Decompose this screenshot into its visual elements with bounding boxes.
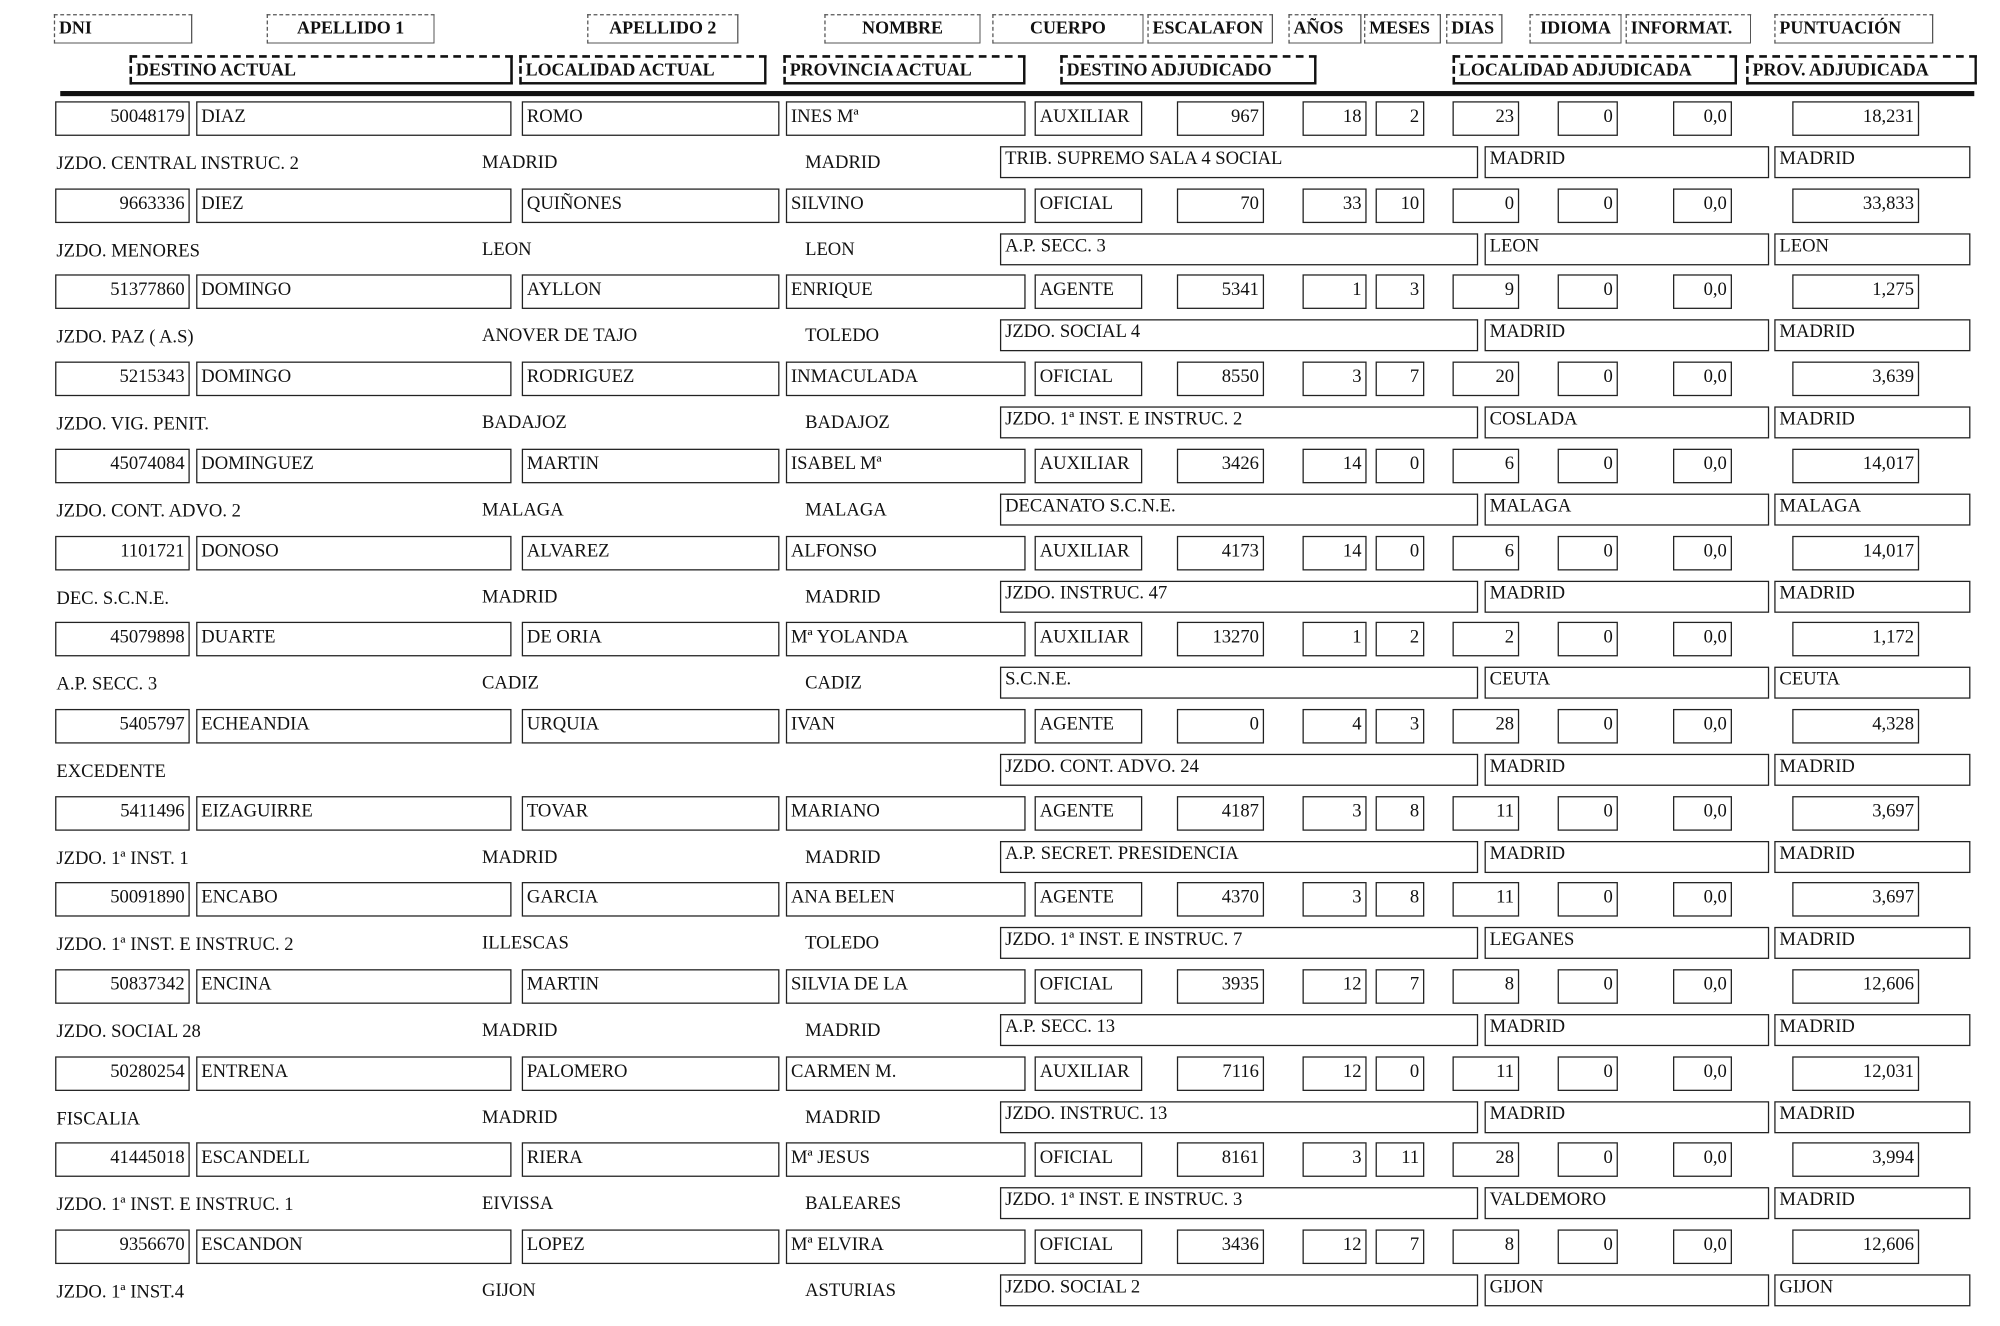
field-dni: 50837342 <box>55 969 190 1004</box>
field-destino-adjudicado: JZDO. 1ª INST. E INSTRUC. 2 <box>1000 407 1478 439</box>
field-nombre: INES Mª <box>786 101 1026 136</box>
field-ap1: ESCANDON <box>196 1230 511 1265</box>
header-puntuacion: PUNTUACIÓN <box>1774 14 1933 43</box>
field-destino-actual: JZDO. 1ª INST. E INSTRUC. 1 <box>56 1195 294 1216</box>
header-apellido-2: APELLIDO 2 <box>587 14 738 43</box>
field-prov-adjudicada: MADRID <box>1774 754 1970 786</box>
field-dni: 50048179 <box>55 101 190 136</box>
field-anos: 1 <box>1303 275 1367 310</box>
field-meses: 7 <box>1376 1230 1425 1265</box>
field-puntuacion: 14,017 <box>1792 448 1919 483</box>
field-informat: 0,0 <box>1673 101 1732 136</box>
field-prov-adjudicada: MADRID <box>1774 146 1970 178</box>
field-prov-adjudicada: MADRID <box>1774 840 1970 872</box>
field-nombre: INMACULADA <box>786 362 1026 397</box>
field-destino-actual: A.P. SECC. 3 <box>56 674 158 696</box>
field-destino-adjudicado: A.P. SECC. 13 <box>1000 1014 1478 1046</box>
field-dni: 5215343 <box>55 362 190 397</box>
field-puntuacion: 14,017 <box>1792 535 1919 570</box>
field-meses: 2 <box>1376 622 1425 657</box>
field-cuerpo: AGENTE <box>1035 275 1143 310</box>
field-cuerpo: OFICIAL <box>1035 362 1143 397</box>
field-anos: 3 <box>1303 1143 1367 1178</box>
field-idioma: 0 <box>1558 622 1618 657</box>
field-idioma: 0 <box>1558 1056 1618 1091</box>
field-destino-actual: JZDO. VIG. PENIT. <box>56 414 210 435</box>
field-destino-actual: DEC. S.C.N.E. <box>56 587 170 609</box>
field-puntuacion: 12,606 <box>1792 969 1919 1004</box>
field-escalafon: 5341 <box>1177 275 1264 310</box>
field-cuerpo: AGENTE <box>1035 796 1143 831</box>
field-puntuacion: 3,697 <box>1792 796 1919 831</box>
field-anos: 12 <box>1303 1056 1367 1091</box>
field-cuerpo: OFICIAL <box>1035 188 1143 223</box>
field-cuerpo: AUXILIAR <box>1035 622 1143 657</box>
field-destino-adjudicado: JZDO. SOCIAL 4 <box>1000 320 1478 352</box>
field-localidad-actual: MADRID <box>482 1107 558 1128</box>
field-informat: 0,0 <box>1673 535 1732 570</box>
header-dias: DIAS <box>1446 14 1502 43</box>
header-provincia-actual: PROVINCIA ACTUAL <box>783 55 1025 84</box>
field-localidad-actual: BADAJOZ <box>482 412 567 434</box>
field-dias: 20 <box>1453 362 1520 397</box>
field-localidad-adjudicada: LEGANES <box>1485 927 1770 959</box>
field-provincia-actual: TOLEDO <box>805 933 880 955</box>
header-cuerpo: CUERPO <box>992 14 1143 43</box>
header-anos: AÑOS <box>1288 14 1361 43</box>
field-anos: 14 <box>1303 535 1367 570</box>
field-idioma: 0 <box>1558 535 1618 570</box>
field-destino-actual: EXCEDENTE <box>56 761 166 782</box>
field-destino-adjudicado: S.C.N.E. <box>1000 667 1478 699</box>
field-dias: 28 <box>1453 1143 1520 1178</box>
field-escalafon: 967 <box>1177 101 1264 136</box>
field-dias: 6 <box>1453 448 1520 483</box>
field-prov-adjudicada: MADRID <box>1774 407 1970 439</box>
field-dni: 9356670 <box>55 1230 190 1265</box>
field-ap2: MARTIN <box>522 448 780 483</box>
field-dni: 5405797 <box>55 709 190 744</box>
field-puntuacion: 1,172 <box>1792 622 1919 657</box>
field-ap2: RODRIGUEZ <box>522 362 780 397</box>
field-provincia-actual: ASTURIAS <box>805 1280 896 1302</box>
field-escalafon: 70 <box>1177 188 1264 223</box>
field-dni: 9663336 <box>55 188 190 223</box>
field-escalafon: 3935 <box>1177 969 1264 1004</box>
field-escalafon: 4173 <box>1177 535 1264 570</box>
field-anos: 12 <box>1303 969 1367 1004</box>
field-puntuacion: 3,994 <box>1792 1143 1919 1178</box>
field-localidad-adjudicada: COSLADA <box>1485 407 1770 439</box>
field-prov-adjudicada: LEON <box>1774 233 1970 265</box>
field-localidad-actual: MADRID <box>482 152 558 174</box>
field-meses: 8 <box>1376 796 1425 831</box>
field-escalafon: 8161 <box>1177 1143 1264 1178</box>
field-meses: 0 <box>1376 448 1425 483</box>
field-dni: 5411496 <box>55 796 190 831</box>
field-anos: 33 <box>1303 188 1367 223</box>
field-ap1: DOMINGUEZ <box>196 448 511 483</box>
field-destino-actual: JZDO. CENTRAL INSTRUC. 2 <box>56 153 299 175</box>
field-ap2: TOVAR <box>522 796 780 831</box>
field-localidad-adjudicada: MALAGA <box>1485 493 1770 525</box>
field-escalafon: 13270 <box>1177 622 1264 657</box>
field-nombre: Mª JESUS <box>786 1143 1026 1178</box>
field-destino-adjudicado: JZDO. SOCIAL 2 <box>1000 1274 1478 1306</box>
field-ap1: DUARTE <box>196 622 511 657</box>
field-informat: 0,0 <box>1673 969 1732 1004</box>
field-anos: 1 <box>1303 622 1367 657</box>
field-destino-adjudicado: JZDO. INSTRUC. 47 <box>1000 580 1478 612</box>
field-ap2: AYLLON <box>522 275 780 310</box>
field-ap1: ECHEANDIA <box>196 709 511 744</box>
field-escalafon: 3436 <box>1177 1230 1264 1265</box>
field-provincia-actual: MADRID <box>805 1107 881 1128</box>
field-ap2: PALOMERO <box>522 1056 780 1091</box>
field-meses: 8 <box>1376 882 1425 917</box>
field-ap1: DIEZ <box>196 188 511 223</box>
field-puntuacion: 3,639 <box>1792 362 1919 397</box>
field-destino-adjudicado: JZDO. 1ª INST. E INSTRUC. 3 <box>1000 1188 1478 1220</box>
field-dni: 1101721 <box>55 535 190 570</box>
field-localidad-actual: MADRID <box>482 586 558 608</box>
field-destino-actual: JZDO. MENORES <box>56 240 200 262</box>
field-prov-adjudicada: MADRID <box>1774 1014 1970 1046</box>
field-puntuacion: 18,231 <box>1792 101 1919 136</box>
field-provincia-actual: MALAGA <box>805 499 887 521</box>
header-destino-adjudicado: DESTINO ADJUDICADO <box>1060 55 1316 84</box>
field-localidad-adjudicada: VALDEMORO <box>1485 1188 1770 1220</box>
field-puntuacion: 33,833 <box>1792 188 1919 223</box>
field-localidad-actual: MADRID <box>482 1020 558 1041</box>
field-idioma: 0 <box>1558 1143 1618 1178</box>
field-puntuacion: 12,606 <box>1792 1230 1919 1265</box>
field-escalafon: 4370 <box>1177 882 1264 917</box>
field-localidad-actual: LEON <box>482 239 532 260</box>
field-informat: 0,0 <box>1673 622 1732 657</box>
field-escalafon: 4187 <box>1177 796 1264 831</box>
field-ap1: DOMINGO <box>196 275 511 310</box>
field-idioma: 0 <box>1558 275 1618 310</box>
field-localidad-actual: EIVISSA <box>482 1194 554 1215</box>
field-dias: 28 <box>1453 709 1520 744</box>
field-meses: 3 <box>1376 709 1425 744</box>
field-ap1: ENTRENA <box>196 1056 511 1091</box>
field-prov-adjudicada: MADRID <box>1774 1101 1970 1133</box>
field-ap2: RIERA <box>522 1143 780 1178</box>
field-localidad-adjudicada: MADRID <box>1485 580 1770 612</box>
field-informat: 0,0 <box>1673 362 1732 397</box>
field-dias: 23 <box>1453 101 1520 136</box>
field-destino-adjudicado: A.P. SECC. 3 <box>1000 233 1478 265</box>
field-idioma: 0 <box>1558 188 1618 223</box>
field-nombre: SILVINO <box>786 188 1026 223</box>
field-localidad-actual: CADIZ <box>482 673 539 694</box>
field-dias: 11 <box>1453 796 1520 831</box>
field-dni: 50091890 <box>55 882 190 917</box>
field-prov-adjudicada: MADRID <box>1774 1188 1970 1220</box>
field-nombre: Mª YOLANDA <box>786 622 1026 657</box>
field-idioma: 0 <box>1558 969 1618 1004</box>
header-dni: DNI <box>54 14 192 43</box>
field-ap1: ENCINA <box>196 969 511 1004</box>
field-informat: 0,0 <box>1673 882 1732 917</box>
field-provincia-actual: MADRID <box>805 586 881 608</box>
field-ap1: DIAZ <box>196 101 511 136</box>
field-cuerpo: AGENTE <box>1035 882 1143 917</box>
field-nombre: ISABEL Mª <box>786 448 1026 483</box>
field-cuerpo: OFICIAL <box>1035 1230 1143 1265</box>
field-prov-adjudicada: MADRID <box>1774 580 1970 612</box>
field-nombre: SILVIA DE LA <box>786 969 1026 1004</box>
field-prov-adjudicada: MADRID <box>1774 927 1970 959</box>
field-dias: 8 <box>1453 969 1520 1004</box>
field-cuerpo: AUXILIAR <box>1035 535 1143 570</box>
field-destino-adjudicado: JZDO. INSTRUC. 13 <box>1000 1101 1478 1133</box>
field-ap1: ESCANDELL <box>196 1143 511 1178</box>
field-ap2: DE ORIA <box>522 622 780 657</box>
field-escalafon: 0 <box>1177 709 1264 744</box>
field-prov-adjudicada: MALAGA <box>1774 493 1970 525</box>
field-localidad-actual: ILLESCAS <box>482 933 569 955</box>
field-dias: 2 <box>1453 622 1520 657</box>
field-idioma: 0 <box>1558 882 1618 917</box>
field-anos: 3 <box>1303 796 1367 831</box>
field-nombre: Mª ELVIRA <box>786 1230 1026 1265</box>
field-localidad-adjudicada: LEON <box>1485 233 1770 265</box>
field-meses: 2 <box>1376 101 1425 136</box>
field-ap2: ALVAREZ <box>522 535 780 570</box>
field-ap2: GARCIA <box>522 882 780 917</box>
header-nombre: NOMBRE <box>824 14 980 43</box>
field-nombre: ENRIQUE <box>786 275 1026 310</box>
field-meses: 7 <box>1376 362 1425 397</box>
field-informat: 0,0 <box>1673 1230 1732 1265</box>
field-dias: 11 <box>1453 1056 1520 1091</box>
field-ap1: DOMINGO <box>196 362 511 397</box>
field-puntuacion: 1,275 <box>1792 275 1919 310</box>
field-idioma: 0 <box>1558 1230 1618 1265</box>
field-destino-actual: FISCALIA <box>56 1108 141 1130</box>
field-ap1: ENCABO <box>196 882 511 917</box>
field-cuerpo: OFICIAL <box>1035 969 1143 1004</box>
field-anos: 4 <box>1303 709 1367 744</box>
field-destino-actual: JZDO. PAZ ( A.S) <box>56 327 194 348</box>
field-ap2: ROMO <box>522 101 780 136</box>
field-informat: 0,0 <box>1673 448 1732 483</box>
header-informat: INFORMAT. <box>1626 14 1752 43</box>
field-dni: 51377860 <box>55 275 190 310</box>
field-anos: 12 <box>1303 1230 1367 1265</box>
field-puntuacion: 12,031 <box>1792 1056 1919 1091</box>
header-idioma: IDIOMA <box>1529 14 1621 43</box>
field-localidad-actual: MALAGA <box>482 499 564 521</box>
field-nombre: ANA BELEN <box>786 882 1026 917</box>
field-dni: 45074084 <box>55 448 190 483</box>
header-localidad-actual: LOCALIDAD ACTUAL <box>519 55 766 84</box>
field-ap1: DONOSO <box>196 535 511 570</box>
field-localidad-adjudicada: CEUTA <box>1485 667 1770 699</box>
field-ap2: QUIÑONES <box>522 188 780 223</box>
field-dias: 9 <box>1453 275 1520 310</box>
field-destino-actual: JZDO. SOCIAL 28 <box>56 1021 201 1043</box>
header-destino-actual: DESTINO ACTUAL <box>129 55 512 84</box>
field-dni: 41445018 <box>55 1143 190 1178</box>
field-puntuacion: 3,697 <box>1792 882 1919 917</box>
field-prov-adjudicada: CEUTA <box>1774 667 1970 699</box>
field-idioma: 0 <box>1558 796 1618 831</box>
field-anos: 3 <box>1303 882 1367 917</box>
field-informat: 0,0 <box>1673 709 1732 744</box>
field-meses: 7 <box>1376 969 1425 1004</box>
field-localidad-actual: ANOVER DE TAJO <box>482 326 638 347</box>
field-provincia-actual: MADRID <box>805 152 881 174</box>
field-prov-adjudicada: MADRID <box>1774 320 1970 352</box>
field-provincia-actual: BADAJOZ <box>805 412 890 434</box>
field-destino-actual: JZDO. 1ª INST. 1 <box>56 848 189 869</box>
field-provincia-actual: LEON <box>805 239 855 260</box>
field-meses: 0 <box>1376 535 1425 570</box>
field-localidad-adjudicada: MADRID <box>1485 146 1770 178</box>
field-nombre: IVAN <box>786 709 1026 744</box>
field-anos: 18 <box>1303 101 1367 136</box>
field-cuerpo: OFICIAL <box>1035 1143 1143 1178</box>
field-destino-actual: JZDO. 1ª INST.4 <box>56 1282 185 1303</box>
field-dias: 11 <box>1453 882 1520 917</box>
field-dias: 8 <box>1453 1230 1520 1265</box>
field-ap2: URQUIA <box>522 709 780 744</box>
field-localidad-adjudicada: MADRID <box>1485 754 1770 786</box>
field-nombre: ALFONSO <box>786 535 1026 570</box>
field-ap2: MARTIN <box>522 969 780 1004</box>
field-informat: 0,0 <box>1673 796 1732 831</box>
field-cuerpo: AUXILIAR <box>1035 101 1143 136</box>
field-destino-adjudicado: JZDO. CONT. ADVO. 24 <box>1000 754 1478 786</box>
field-destino-adjudicado: A.P. SECRET. PRESIDENCIA <box>1000 840 1478 872</box>
field-provincia-actual: BALEARES <box>805 1194 902 1215</box>
field-cuerpo: AUXILIAR <box>1035 1056 1143 1091</box>
field-dias: 6 <box>1453 535 1520 570</box>
field-localidad-adjudicada: MADRID <box>1485 1101 1770 1133</box>
field-provincia-actual: MADRID <box>805 846 881 868</box>
header-prov-adjudicada: PROV. ADJUDICADA <box>1746 55 1977 84</box>
field-prov-adjudicada: GIJON <box>1774 1274 1970 1306</box>
field-localidad-adjudicada: GIJON <box>1485 1274 1770 1306</box>
field-cuerpo: AGENTE <box>1035 709 1143 744</box>
field-localidad-actual: GIJON <box>482 1280 536 1302</box>
field-provincia-actual: MADRID <box>805 1020 881 1041</box>
field-destino-adjudicado: DECANATO S.C.N.E. <box>1000 493 1478 525</box>
field-idioma: 0 <box>1558 709 1618 744</box>
field-ap1: EIZAGUIRRE <box>196 796 511 831</box>
field-destino-actual: JZDO. 1ª INST. E INSTRUC. 2 <box>56 934 294 956</box>
header-divider <box>60 91 1974 96</box>
field-localidad-actual: MADRID <box>482 846 558 868</box>
field-escalafon: 3426 <box>1177 448 1264 483</box>
field-cuerpo: AUXILIAR <box>1035 448 1143 483</box>
field-escalafon: 7116 <box>1177 1056 1264 1091</box>
field-meses: 3 <box>1376 275 1425 310</box>
field-ap2: LOPEZ <box>522 1230 780 1265</box>
field-anos: 14 <box>1303 448 1367 483</box>
field-idioma: 0 <box>1558 362 1618 397</box>
field-localidad-adjudicada: MADRID <box>1485 1014 1770 1046</box>
header-escalafon: ESCALAFON <box>1147 14 1273 43</box>
field-puntuacion: 4,328 <box>1792 709 1919 744</box>
field-dni: 50280254 <box>55 1056 190 1091</box>
field-destino-adjudicado: TRIB. SUPREMO SALA 4 SOCIAL <box>1000 146 1478 178</box>
field-nombre: MARIANO <box>786 796 1026 831</box>
field-meses: 11 <box>1376 1143 1425 1178</box>
field-informat: 0,0 <box>1673 1143 1732 1178</box>
field-escalafon: 8550 <box>1177 362 1264 397</box>
field-provincia-actual: CADIZ <box>805 673 862 694</box>
header-localidad-adjudicada: LOCALIDAD ADJUDICADA <box>1453 55 1738 84</box>
field-anos: 3 <box>1303 362 1367 397</box>
field-meses: 10 <box>1376 188 1425 223</box>
field-destino-adjudicado: JZDO. 1ª INST. E INSTRUC. 7 <box>1000 927 1478 959</box>
field-dni: 45079898 <box>55 622 190 657</box>
field-meses: 0 <box>1376 1056 1425 1091</box>
field-nombre: CARMEN M. <box>786 1056 1026 1091</box>
header-apellido-1: APELLIDO 1 <box>267 14 435 43</box>
field-dias: 0 <box>1453 188 1520 223</box>
field-idioma: 0 <box>1558 448 1618 483</box>
header-meses: MESES <box>1364 14 1441 43</box>
field-destino-actual: JZDO. CONT. ADVO. 2 <box>56 501 241 522</box>
field-informat: 0,0 <box>1673 275 1732 310</box>
field-idioma: 0 <box>1558 101 1618 136</box>
field-informat: 0,0 <box>1673 1056 1732 1091</box>
field-provincia-actual: TOLEDO <box>805 326 880 347</box>
field-localidad-adjudicada: MADRID <box>1485 840 1770 872</box>
field-informat: 0,0 <box>1673 188 1732 223</box>
field-localidad-adjudicada: MADRID <box>1485 320 1770 352</box>
